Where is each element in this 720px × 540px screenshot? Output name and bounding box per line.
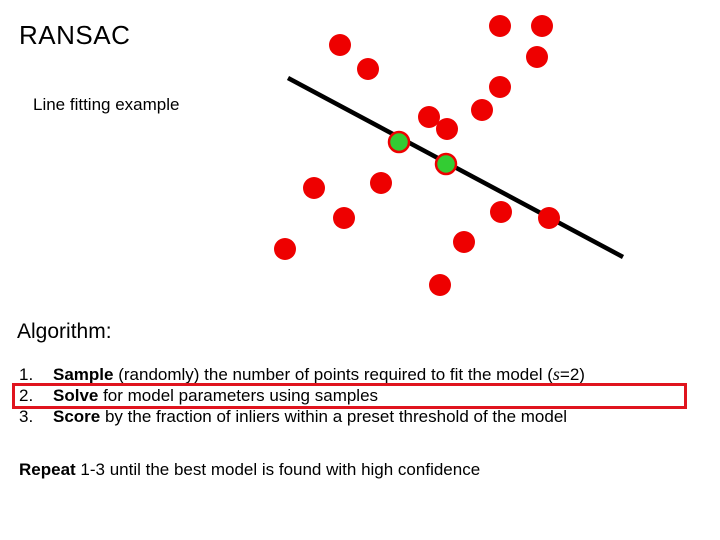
repeat-text: 1-3 until the best model is found with high confidence <box>75 460 481 479</box>
inlier-sample-point <box>389 132 409 152</box>
step-keyword: Sample <box>53 365 114 384</box>
step-number: 2. <box>19 386 34 405</box>
outlier-point <box>429 274 451 296</box>
outlier-point <box>274 238 296 260</box>
outlier-point <box>303 177 325 199</box>
outlier-point <box>333 207 355 229</box>
outlier-point <box>538 207 560 229</box>
outlier-point <box>490 201 512 223</box>
slide-title: RANSAC <box>19 20 131 50</box>
outlier-point <box>489 76 511 98</box>
step-text <box>53 406 567 427</box>
step-text <box>53 364 585 385</box>
step-description: for model parameters using samples <box>98 386 379 405</box>
outlier-point <box>453 231 475 253</box>
step-number: 3. <box>19 407 34 426</box>
points-group <box>274 15 560 296</box>
step-description: by the fraction of inliers within a preset threshold of the model <box>100 407 568 426</box>
algorithm-heading: Algorithm: <box>17 320 112 343</box>
outlier-point <box>370 172 392 194</box>
outlier-point <box>531 15 553 37</box>
outlier-point <box>471 99 493 121</box>
step-sample <box>19 364 585 385</box>
step-description-end: =2) <box>559 365 585 384</box>
repeat-instruction <box>19 460 480 480</box>
outlier-point <box>489 15 511 37</box>
solve-step-highlight-box <box>12 383 687 409</box>
step-keyword: Solve <box>53 386 99 405</box>
repeat-keyword: Repeat <box>19 460 76 479</box>
sample-size-variable: s <box>552 364 560 384</box>
step-score <box>19 406 585 427</box>
inlier-sample-point <box>436 154 456 174</box>
outlier-point <box>436 118 458 140</box>
outlier-point <box>329 34 351 56</box>
outlier-point <box>418 106 440 128</box>
step-keyword: Score <box>53 407 101 426</box>
step-description: (randomly) the number of points required to fit the model ( <box>113 365 553 384</box>
step-number: 1. <box>19 365 34 384</box>
outlier-point <box>357 58 379 80</box>
diagram-subtitle: Line fitting example <box>33 95 180 114</box>
outlier-point <box>526 46 548 68</box>
